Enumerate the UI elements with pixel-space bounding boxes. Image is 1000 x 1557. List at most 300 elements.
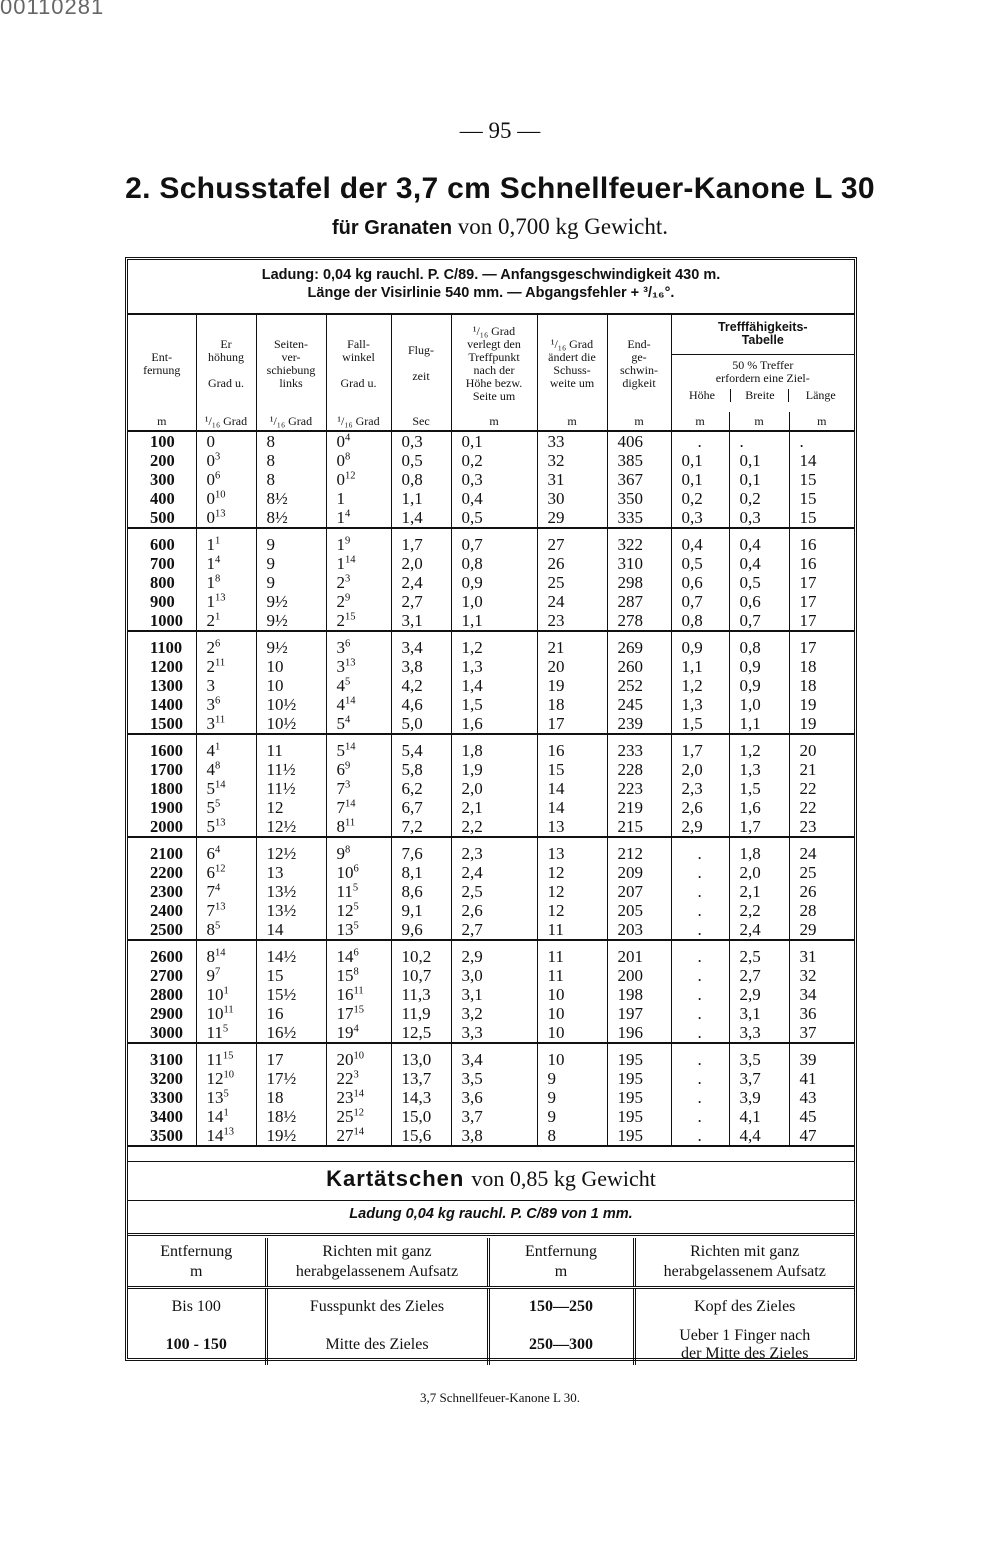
cell-hoehe: 1,1	[671, 657, 729, 676]
table-row	[128, 489, 854, 508]
cell-seitenverschiebung: 12½	[256, 837, 326, 863]
cell-endgeschwindigkeit: 406	[607, 431, 671, 451]
kartaetschen-table	[128, 1238, 854, 1365]
cell-erhoehung: $1^1$	[196, 528, 256, 554]
cell-verlegt: 1,1	[451, 611, 537, 631]
cell-breite: .	[729, 431, 789, 451]
cell-breite: 0,9	[729, 676, 789, 695]
kart-divider-bottom	[128, 1233, 854, 1236]
cell-laenge: 32	[789, 966, 854, 985]
cell-erhoehung: $13^5$	[196, 1088, 256, 1107]
cell-aendert: 12	[537, 901, 607, 920]
cell-aendert: 31	[537, 470, 607, 489]
cell-erhoehung: $3^{11}$	[196, 714, 256, 734]
cell-laenge: 22	[789, 798, 854, 817]
cell-erhoehung: $7^4$	[196, 882, 256, 901]
cell-verlegt: 2,5	[451, 882, 537, 901]
cell-aendert: 10	[537, 1023, 607, 1043]
cell-breite: 1,7	[729, 817, 789, 837]
cell-breite: 1,0	[729, 695, 789, 714]
kart-row	[128, 1288, 854, 1326]
cell-erhoehung: $4^1$	[196, 734, 256, 760]
cell-endgeschwindigkeit: 233	[607, 734, 671, 760]
cell-hoehe: 2,9	[671, 817, 729, 837]
cell-laenge: 26	[789, 882, 854, 901]
cell-hoehe: 2,3	[671, 779, 729, 798]
cell-aendert: 10	[537, 1004, 607, 1023]
cell-flugzeit: 0,8	[391, 470, 451, 489]
cell-breite: 3,1	[729, 1004, 789, 1023]
cell-aendert: 16	[537, 734, 607, 760]
cell-erhoehung: $11^{15}$	[196, 1043, 256, 1069]
kart-header-cell: Richten mit ganz herabgelassenem Aufsatz	[634, 1238, 854, 1288]
cell-fallwinkel: $27^{14}$	[326, 1126, 391, 1146]
table-row	[128, 657, 854, 676]
table-row	[128, 901, 854, 920]
cell-endgeschwindigkeit: 195	[607, 1069, 671, 1088]
kart-cell: Fusspunkt des Zieles	[266, 1288, 488, 1326]
cell-hoehe: 0,6	[671, 573, 729, 592]
cell-entfernung: 3200	[150, 1069, 183, 1088]
cell-aendert: 17	[537, 714, 607, 734]
cell-erhoehung: $11^5$	[196, 1023, 256, 1043]
cell-hoehe: 2,0	[671, 760, 729, 779]
cell-entfernung: 2100	[150, 844, 183, 863]
cell-entfernung: 1100	[150, 638, 183, 657]
cell-verlegt: 3,4	[451, 1043, 537, 1069]
cell-aendert: 12	[537, 863, 607, 882]
table-row	[128, 734, 854, 760]
cell-entfernung: 1900	[150, 798, 183, 817]
cell-breite: 1,2	[729, 734, 789, 760]
cell-laenge: 15	[789, 508, 854, 528]
cell-breite: 0,1	[729, 451, 789, 470]
cell-aendert: 24	[537, 592, 607, 611]
page-footer: 3,7 Schnellfeuer-Kanone L 30.	[420, 1390, 580, 1405]
unit-seiten: ¹/₁₆ Grad	[256, 412, 326, 431]
page-number: — 95 —	[459, 118, 541, 143]
cell-aendert: 29	[537, 508, 607, 528]
cell-fallwinkel: $17^{15}$	[326, 1004, 391, 1023]
cell-laenge: 17	[789, 631, 854, 657]
cell-verlegt: 3,8	[451, 1126, 537, 1146]
cell-entfernung: 3300	[150, 1088, 183, 1107]
cell-hoehe: .	[671, 837, 729, 863]
cell-endgeschwindigkeit: 215	[607, 817, 671, 837]
cell-fallwinkel: $7^3$	[326, 779, 391, 798]
cell-fallwinkel: $25^{12}$	[326, 1107, 391, 1126]
kart-cell: Bis 100	[171, 1298, 221, 1315]
cell-laenge: 31	[789, 940, 854, 966]
cell-breite: 1,3	[729, 760, 789, 779]
cell-fallwinkel: $10^6$	[326, 863, 391, 882]
cell-erhoehung: $0^{13}$	[196, 508, 256, 528]
cell-flugzeit: 3,1	[391, 611, 451, 631]
header-trefffaehigkeit: Trefffähigkeits- Tabelle	[671, 314, 854, 354]
cell-endgeschwindigkeit: 195	[607, 1043, 671, 1069]
cell-verlegt: 1,5	[451, 695, 537, 714]
kart-header-cell: Richten mit ganz herabgelassenem Aufsatz	[266, 1238, 488, 1288]
cell-verlegt: 2,2	[451, 817, 537, 837]
cell-seitenverschiebung: 18	[256, 1088, 326, 1107]
cell-hoehe: 0,1	[671, 470, 729, 489]
cell-flugzeit: 9,1	[391, 901, 451, 920]
cell-entfernung: 3500	[128, 1126, 196, 1146]
cell-breite: 0,2	[729, 489, 789, 508]
archive-stamp: 00110281	[0, 0, 105, 19]
cell-laenge: 23	[789, 817, 854, 837]
cell-breite: 1,5	[729, 779, 789, 798]
cell-endgeschwindigkeit: 195	[607, 1088, 671, 1107]
cell-flugzeit: 3,8	[391, 657, 451, 676]
cell-seitenverschiebung: 11	[256, 734, 326, 760]
cell-flugzeit: 11,3	[391, 985, 451, 1004]
cell-hoehe: 1,2	[671, 676, 729, 695]
table-row	[128, 1107, 854, 1126]
cell-flugzeit: 7,6	[391, 837, 451, 863]
table-row	[128, 1069, 854, 1088]
header-verlegt: ¹/₁₆ Grad verlegt den Treffpunkt nach der Höhe bezw. Seite um	[451, 314, 537, 412]
header-hoehe: Höhe	[688, 387, 715, 402]
cell-fallwinkel: $12^5$	[326, 901, 391, 920]
unit-sec: Sec	[391, 412, 451, 431]
cell-entfernung: 100	[150, 432, 175, 451]
cell-hoehe: .	[671, 1126, 729, 1146]
cell-hoehe: .	[671, 1088, 729, 1107]
cell-aendert: 13	[537, 837, 607, 863]
cell-hoehe: .	[671, 920, 729, 940]
cell-seitenverschiebung: 10½	[256, 714, 326, 734]
cell-erhoehung: $5^5$	[196, 798, 256, 817]
cell-entfernung: 2900	[150, 1004, 183, 1023]
cell-verlegt: 1,3	[451, 657, 537, 676]
cell-aendert: 9	[537, 1107, 607, 1126]
cell-endgeschwindigkeit: 322	[607, 528, 671, 554]
table-row	[128, 760, 854, 779]
cell-laenge: 19	[789, 695, 854, 714]
cell-erhoehung: $2^6$	[196, 631, 256, 657]
cell-fallwinkel: $1^4$	[326, 508, 391, 528]
cell-laenge: 45	[789, 1107, 854, 1126]
table-row	[128, 470, 854, 489]
cell-entfernung: 1800	[150, 779, 183, 798]
cell-hoehe: 0,5	[671, 554, 729, 573]
kart-divider-mid	[128, 1200, 854, 1201]
cell-aendert: 8	[537, 1126, 607, 1146]
cell-breite: 3,5	[729, 1043, 789, 1069]
cell-fallwinkel: $8^{11}$	[326, 817, 391, 837]
cell-seitenverschiebung: 9½	[256, 592, 326, 611]
table-row	[128, 611, 854, 631]
cell-verlegt: 3,1	[451, 985, 537, 1004]
cell-hoehe: 0,2	[671, 489, 729, 508]
cell-flugzeit: 4,6	[391, 695, 451, 714]
cell-flugzeit: 0,5	[391, 451, 451, 470]
table-row	[128, 985, 854, 1004]
cell-verlegt: 3,7	[451, 1107, 537, 1126]
cell-breite: 4,1	[729, 1107, 789, 1126]
cell-laenge: 19	[789, 714, 854, 734]
cell-entfernung: 2000	[128, 817, 196, 837]
kart-ladung: Ladung 0,04 kg rauchl. P. C/89 von 1 mm.	[349, 1206, 633, 1222]
cell-endgeschwindigkeit: 350	[607, 489, 671, 508]
cell-erhoehung: $6^{12}$	[196, 863, 256, 882]
ladung-info	[128, 266, 854, 302]
cell-fallwinkel: $3^{13}$	[326, 657, 391, 676]
cell-entfernung: 800	[150, 573, 175, 592]
cell-erhoehung: $0^3$	[196, 451, 256, 470]
table-row	[128, 863, 854, 882]
table-row	[128, 431, 854, 451]
cell-laenge: 17	[789, 573, 854, 592]
cell-seitenverschiebung: 16	[256, 1004, 326, 1023]
kart-header-row	[128, 1238, 854, 1288]
cell-fallwinkel: $3^6$	[326, 631, 391, 657]
cell-aendert: 9	[537, 1069, 607, 1088]
header-treffer-sub	[671, 354, 854, 412]
cell-breite: 0,4	[729, 528, 789, 554]
cell-entfernung: 200	[150, 451, 175, 470]
cell-entfernung: 2600	[150, 947, 183, 966]
cell-verlegt: 2,0	[451, 779, 537, 798]
cell-breite: 0,6	[729, 592, 789, 611]
cell-flugzeit: 6,7	[391, 798, 451, 817]
cell-endgeschwindigkeit: 198	[607, 985, 671, 1004]
cell-entfernung: 1600	[150, 741, 183, 760]
cell-flugzeit: 0,3	[391, 431, 451, 451]
cell-hoehe: 0,8	[671, 611, 729, 631]
cell-seitenverschiebung: 10½	[256, 695, 326, 714]
cell-laenge: 25	[789, 863, 854, 882]
cell-laenge: 21	[789, 760, 854, 779]
cell-erhoehung: $12^{10}$	[196, 1069, 256, 1088]
cell-seitenverschiebung: 13½	[256, 882, 326, 901]
cell-flugzeit: 5,4	[391, 734, 451, 760]
cell-breite: 3,7	[729, 1069, 789, 1088]
table-row	[128, 695, 854, 714]
cell-breite: 0,1	[729, 470, 789, 489]
unit-erhoehung: ¹/₁₆ Grad	[196, 412, 256, 431]
cell-laenge: 24	[789, 837, 854, 863]
cell-verlegt: 2,6	[451, 901, 537, 920]
cell-seitenverschiebung: 17	[256, 1043, 326, 1069]
cell-flugzeit: 1,1	[391, 489, 451, 508]
cell-hoehe: 1,7	[671, 734, 729, 760]
cell-flugzeit: 3,4	[391, 631, 451, 657]
cell-endgeschwindigkeit: 269	[607, 631, 671, 657]
cell-erhoehung: $8^5$	[196, 920, 256, 940]
kart-cell: Ueber 1 Finger nach der Mitte des Zieles	[634, 1325, 854, 1365]
table-body	[128, 431, 854, 1146]
cell-seitenverschiebung: 14½	[256, 940, 326, 966]
unit-hoehe: m	[671, 412, 729, 431]
cell-fallwinkel: $9^8$	[326, 837, 391, 863]
cell-verlegt: 3,6	[451, 1088, 537, 1107]
cell-endgeschwindigkeit: 245	[607, 695, 671, 714]
cell-verlegt: 0,9	[451, 573, 537, 592]
cell-laenge: 22	[789, 779, 854, 798]
cell-hoehe: 0,9	[671, 631, 729, 657]
cell-flugzeit: 2,4	[391, 573, 451, 592]
cell-aendert: 10	[537, 985, 607, 1004]
cell-seitenverschiebung: 14	[256, 920, 326, 940]
treffer-sub-text: 50 % Treffer erfordern eine Ziel-	[715, 357, 810, 385]
cell-endgeschwindigkeit: 197	[607, 1004, 671, 1023]
cell-breite: 0,3	[729, 508, 789, 528]
cell-endgeschwindigkeit: 298	[607, 573, 671, 592]
table-row	[128, 554, 854, 573]
cell-breite: 0,8	[729, 631, 789, 657]
cell-breite: 0,9	[729, 657, 789, 676]
cell-seitenverschiebung: 8½	[256, 508, 326, 528]
cell-aendert: 14	[537, 779, 607, 798]
cell-breite: 1,1	[729, 714, 789, 734]
cell-entfernung: 2800	[150, 985, 183, 1004]
cell-erhoehung: $10^1$	[196, 985, 256, 1004]
cell-aendert: 33	[537, 431, 607, 451]
cell-seitenverschiebung: 8½	[256, 489, 326, 508]
header-flugzeit: Flug- zeit	[391, 314, 451, 412]
cell-endgeschwindigkeit: 223	[607, 779, 671, 798]
cell-erhoehung: $1^{13}$	[196, 592, 256, 611]
table-row	[128, 882, 854, 901]
kart-cell: 150—250	[488, 1288, 634, 1326]
cell-breite: 0,5	[729, 573, 789, 592]
cell-hoehe: .	[671, 985, 729, 1004]
cell-seitenverschiebung: 12½	[256, 817, 326, 837]
cell-fallwinkel: $2^3$	[326, 573, 391, 592]
cell-flugzeit: 15,6	[391, 1126, 451, 1146]
cell-endgeschwindigkeit: 195	[607, 1126, 671, 1146]
header-breite: Breite	[730, 389, 788, 402]
cell-seitenverschiebung: 13½	[256, 901, 326, 920]
cell-verlegt: 3,5	[451, 1069, 537, 1088]
cell-seitenverschiebung: 15	[256, 966, 326, 985]
cell-seitenverschiebung: 10	[256, 676, 326, 695]
cell-flugzeit: 2,7	[391, 592, 451, 611]
cell-fallwinkel: $1^9$	[326, 528, 391, 554]
table-row	[128, 714, 854, 734]
cell-breite: 2,9	[729, 985, 789, 1004]
cell-verlegt: 1,8	[451, 734, 537, 760]
cell-aendert: 25	[537, 573, 607, 592]
cell-hoehe: .	[671, 863, 729, 882]
header-endgeschwindigkeit: End- ge- schwin- digkeit	[607, 314, 671, 412]
cell-verlegt: 0,8	[451, 554, 537, 573]
cell-endgeschwindigkeit: 203	[607, 920, 671, 940]
cell-endgeschwindigkeit: 207	[607, 882, 671, 901]
cell-fallwinkel: $14^6$	[326, 940, 391, 966]
cell-erhoehung: $14^1$	[196, 1107, 256, 1126]
cell-hoehe: 0,1	[671, 451, 729, 470]
cell-erhoehung: $3^6$	[196, 695, 256, 714]
cell-entfernung: 500	[128, 508, 196, 528]
cell-breite: 2,1	[729, 882, 789, 901]
cell-laenge: 43	[789, 1088, 854, 1107]
cell-flugzeit: 9,6	[391, 920, 451, 940]
cell-aendert: 32	[537, 451, 607, 470]
cell-entfernung: 400	[150, 489, 175, 508]
cell-flugzeit: 1,7	[391, 528, 451, 554]
table-row	[128, 798, 854, 817]
cell-hoehe: .	[671, 1043, 729, 1069]
cell-fallwinkel: $16^{11}$	[326, 985, 391, 1004]
cell-verlegt: 0,3	[451, 470, 537, 489]
cell-fallwinkel: $15^8$	[326, 966, 391, 985]
cell-entfernung: 900	[150, 592, 175, 611]
cell-aendert: 14	[537, 798, 607, 817]
cell-laenge: 28	[789, 901, 854, 920]
cell-erhoehung: $2^1$	[196, 611, 256, 631]
cell-hoehe: .	[671, 1107, 729, 1126]
cell-aendert: 18	[537, 695, 607, 714]
cell-verlegt: 0,5	[451, 508, 537, 528]
cell-erhoehung: $1^8$	[196, 573, 256, 592]
cell-aendert: 30	[537, 489, 607, 508]
header-seitenverschiebung: Seiten- ver- schiebung links	[256, 314, 326, 412]
kartaetschen-title	[128, 1166, 854, 1192]
cell-endgeschwindigkeit: 219	[607, 798, 671, 817]
cell-flugzeit: 13,0	[391, 1043, 451, 1069]
cell-entfernung: 1400	[150, 695, 183, 714]
cell-verlegt: 3,0	[451, 966, 537, 985]
unit-verlegt: m	[451, 412, 537, 431]
cell-verlegt: 1,0	[451, 592, 537, 611]
cell-endgeschwindigkeit: 310	[607, 554, 671, 573]
cell-breite: 2,5	[729, 940, 789, 966]
cell-laenge: 29	[789, 920, 854, 940]
cell-endgeschwindigkeit: 252	[607, 676, 671, 695]
cell-erhoehung: $4^8$	[196, 760, 256, 779]
cell-erhoehung: $5^{13}$	[196, 817, 256, 837]
cell-aendert: 11	[537, 940, 607, 966]
cell-endgeschwindigkeit: 201	[607, 940, 671, 966]
cell-endgeschwindigkeit: 239	[607, 714, 671, 734]
table-row	[128, 676, 854, 695]
cell-verlegt: 2,3	[451, 837, 537, 863]
cell-hoehe: 2,6	[671, 798, 729, 817]
cell-seitenverschiebung: 15½	[256, 985, 326, 1004]
table-row	[128, 1043, 854, 1069]
cell-erhoehung: $0^{10}$	[196, 489, 256, 508]
cell-hoehe: .	[671, 1023, 729, 1043]
cell-verlegt: 0,2	[451, 451, 537, 470]
cell-hoehe: .	[671, 1004, 729, 1023]
cell-erhoehung: $6^4$	[196, 837, 256, 863]
cell-seitenverschiebung: 18½	[256, 1107, 326, 1126]
cell-endgeschwindigkeit: 212	[607, 837, 671, 863]
cell-endgeschwindigkeit: 367	[607, 470, 671, 489]
cell-verlegt: 1,4	[451, 676, 537, 695]
cell-flugzeit: 7,2	[391, 817, 451, 837]
cell-verlegt: 2,4	[451, 863, 537, 882]
cell-fallwinkel: $13^5$	[326, 920, 391, 940]
cell-erhoehung: $14^{13}$	[196, 1126, 256, 1146]
cell-breite: 4,4	[729, 1126, 789, 1146]
cell-aendert: 15	[537, 760, 607, 779]
cell-entfernung: 1000	[128, 611, 196, 631]
firing-table	[128, 313, 854, 1147]
cell-fallwinkel: $4^5$	[326, 676, 391, 695]
cell-aendert: 19	[537, 676, 607, 695]
cell-seitenverschiebung: 16½	[256, 1023, 326, 1043]
cell-verlegt: 2,1	[451, 798, 537, 817]
cell-flugzeit: 8,1	[391, 863, 451, 882]
cell-fallwinkel: $11^5$	[326, 882, 391, 901]
cell-laenge: 18	[789, 676, 854, 695]
cell-seitenverschiebung: 13	[256, 863, 326, 882]
cell-endgeschwindigkeit: 278	[607, 611, 671, 631]
